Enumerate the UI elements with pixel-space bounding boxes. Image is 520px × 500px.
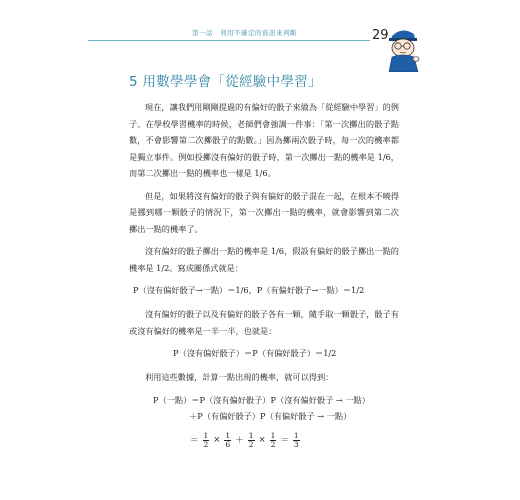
fraction xyxy=(248,432,255,449)
numerator: 1 xyxy=(203,430,209,440)
formula-fraction-result xyxy=(129,432,399,449)
denominator: 2 xyxy=(248,439,254,449)
paragraph-5: 利用這些數據，計算一點出現的機率，就可以得到： xyxy=(145,372,334,382)
operator: ＝ xyxy=(280,436,289,446)
fraction xyxy=(270,432,277,449)
denominator: 6 xyxy=(225,439,231,449)
numerator: 1 xyxy=(293,430,299,440)
page-number: 29 xyxy=(372,28,389,43)
numerator: 1 xyxy=(225,430,231,440)
header-rule xyxy=(88,40,370,41)
running-title: 第一話 利用不確定的資訊來判斷 xyxy=(192,29,297,37)
fraction xyxy=(224,432,231,449)
operator: ＋ xyxy=(235,436,244,446)
operator: ＝ xyxy=(190,436,199,446)
denominator: 2 xyxy=(270,439,276,449)
fraction xyxy=(293,432,300,449)
numerator: 1 xyxy=(270,430,276,440)
operator: × xyxy=(258,435,266,445)
fraction xyxy=(203,432,210,449)
denominator: 2 xyxy=(203,439,209,449)
paragraph-4: 沒有偏好的骰子以及有偏好的骰子各有一顆，隨手取一顆骰子，骰子有或沒有偏好的機率是一半一半，也就是： xyxy=(129,309,399,336)
formula-total-probability-line2: ＋P（有偏好骰子）P（有偏好骰子 → 一點） xyxy=(189,410,352,421)
formula-prior-probability: P（沒有偏好骰子）＝P（有偏好骰子）＝1/2 xyxy=(173,348,337,358)
numerator: 1 xyxy=(248,430,254,440)
formula-conditional-probability: P（沒有偏好骰子→一點）＝1/6，P（有偏好骰子→一點）＝1/2 xyxy=(133,285,365,295)
paragraph-1: 現在，讓我們用剛剛提過的有偏好的骰子來做為「從經驗中學習」的例子。在學校學習機率的時候，老師們會強調一件事：「第一次擲出的骰子點數，不會影響第二次擲骰子的點數。」因為擲兩次骰子時，每一次的機率都是獨立事件。例如投擲沒有偏好的骰子時，第一次擲出一點的機率是 1/6，而第二次擲出一點的機率也一樣是 1/6。 xyxy=(129,102,399,178)
paragraph-3: 沒有偏好的骰子擲出一點的機率是 1/6，假設有偏好的骰子擲出一點的機率是 1/2。寫成關係式就是： xyxy=(129,246,399,273)
mascot-illustration-icon xyxy=(380,26,424,72)
formula-total-probability-line1: P（一點）＝P（沒有偏好骰子）P（沒有偏好骰子 → 一點） xyxy=(153,394,370,405)
section-title: 5 用數學學會「從經驗中學習」 xyxy=(129,74,322,90)
page-header xyxy=(0,26,520,50)
body-text xyxy=(129,99,399,449)
operator: × xyxy=(213,435,221,445)
denominator: 3 xyxy=(293,439,299,449)
paragraph-2: 但是，如果將沒有偏好的骰子與有偏好的骰子混在一起，在根本不曉得是挪到哪一顆骰子的情況下，第一次擲出一點的機率，就會影響到第二次擲出一點的機率了。 xyxy=(129,190,399,234)
